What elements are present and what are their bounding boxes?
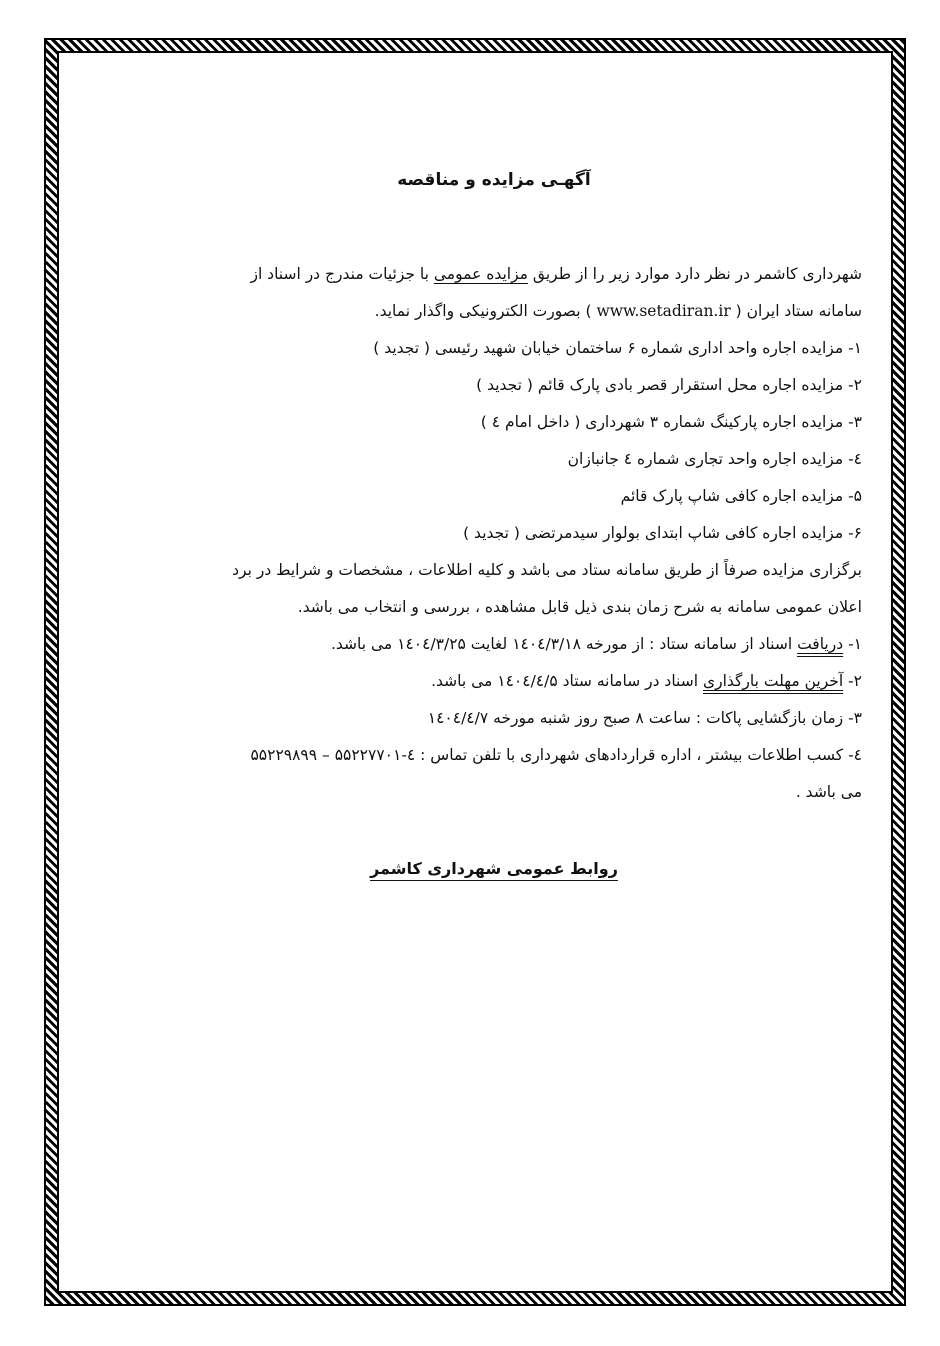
signature: روابط عمومی شهرداری کاشمر [370,859,618,878]
intro-line-2: سامانه ستاد ایران ( www.setadiran.ir ) بصورت الکترونیکی واگذار نماید. [374,302,862,320]
note-line-1: برگزاری مزایده صرفاً از طریق سامانه ستاد می باشد و کلیه اطلاعات ، مشخصات و شرایط در برد [232,561,862,579]
page-title: آگهـی مزایده و مناقصه [397,170,591,190]
underlined-phrase: دریافت [797,635,844,653]
schedule-list [86,626,862,811]
website-link[interactable]: www.setadiran.ir [596,302,731,320]
underlined-phrase: مزایده عمومی [433,265,528,283]
list-item: ٤- مزایده اجاره واحد تجاری شماره ٤ جانبازان [567,450,862,468]
list-item: ۲- مزایده اجاره محل استقرار قصر بادی پارک قائم ( تجدید ) [476,376,862,394]
list-item: ۵- مزایده اجاره کافی شاپ پارک قائم [620,487,862,505]
list-item: ۶- مزایده اجاره کافی شاپ ابتدای بولوار سیدمرتضی ( تجدید ) [463,524,862,542]
list-item: ۱- مزایده اجاره واحد اداری شماره ۶ ساختمان خیابان شهید رئیسی ( تجدید ) [373,339,862,357]
note-paragraph [86,552,862,626]
document-body [86,170,862,878]
schedule-item-continuation: می باشد . [795,783,862,801]
note-line-2: اعلان عمومی سامانه به شرح زمان بندی ذیل قابل مشاهده ، بررسی و انتخاب می باشد. [297,598,862,616]
schedule-item: ٤- کسب اطلاعات بیشتر ، اداره قراردادهای شهرداری با تلفن تماس : ٤-۵۵۲۲۷۷۰۱ – ۵۵۲۲۹۸۹۹ [250,746,862,764]
schedule-item: ۲- آخرین مهلت بارگذاری اسناد در سامانه ستاد ۱٤۰٤/٤/۵ می باشد. [431,672,862,690]
schedule-item: ۳- زمان بازگشایی پاکات : ساعت ۸ صبح روز شنبه مورخه ۱٤۰٤/٤/۷ [427,709,862,727]
list-item: ۳- مزایده اجاره پارکینگ شماره ۳ شهرداری ( داخل امام ٤ ) [480,413,862,431]
schedule-item: ۱- دریافت اسناد از سامانه ستاد : از مورخه ۱٤۰٤/۳/۱۸ لغایت ۱٤۰٤/۳/۲۵ می باشد. [330,635,862,653]
intro-line-1: شهرداری کاشمر در نظر دارد موارد زیر را از طریق مزایده عمومی با جزئیات مندرج در اسناد از [250,265,862,283]
intro-paragraph [86,256,862,330]
underlined-phrase: آخرین مهلت بارگذاری [702,672,844,690]
auction-items-list [86,330,862,552]
